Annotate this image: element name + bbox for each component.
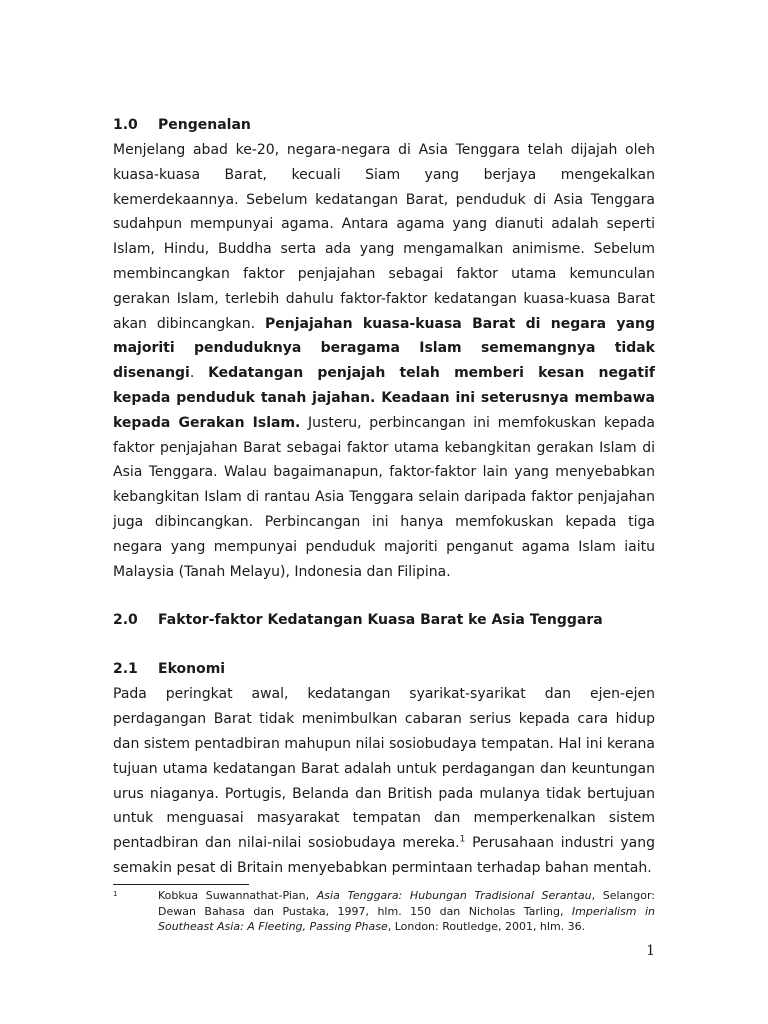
paragraph-introduction (113, 138, 655, 584)
paragraph-text: . (189, 365, 209, 382)
bold-text: Kedatangan penjajah telah memberi kesan negatif kepada penduduk tanah jajahan. Keadaan ini seterusnya membawa kepada Gerakan Islam. (113, 365, 656, 431)
section-heading-faktor (113, 608, 655, 633)
section-title: Ekonomi (158, 661, 226, 678)
footnote-text: Kobkua Suwannathat-Pian, Asia Tenggara: Hubungan Tradisional Serantau, Selangor: Dewan Bahasa dan Pustaka, 1997, hlm. 150 dan Nicholas Tarling, Imperialism in Southeast Asia: A Fleeting, Passing Phase, London: Routledge, 2001, hlm. 36. (158, 889, 655, 934)
section-title: Faktor-faktor Kedatangan Kuasa Barat ke Asia Tenggara (158, 612, 603, 629)
section-heading-ekonomi (113, 657, 655, 682)
footnote-mark: 1 (113, 890, 118, 898)
document-body (113, 113, 655, 881)
section-number: 1.0 (113, 117, 138, 133)
paragraph-ekonomi (113, 682, 655, 880)
footnote-reference[interactable]: 1 (459, 834, 466, 845)
page-number: 1 (646, 943, 655, 959)
section-number: 2.1 (113, 661, 138, 678)
footnote-title: Imperialism in Southeast Asia: A Fleeting, Passing Phase (158, 904, 655, 934)
footnote-separator (113, 884, 249, 885)
paragraph-text: Justeru, perbincangan ini memfokuskan kepada faktor penjajahan Barat sebagai faktor utama kebangkitan gerakan Islam di Asia Tenggara. Walau bagaimanapun, faktor-faktor lain yang menyebabkan kebangkitan Islam di rantau Asia Tenggara selain daripada faktor penjajahan juga dibincangkan. Perbincangan ini hanya memfokuskan kepada tiga negara yang mempunyai penduduk majoriti penganut agama Islam iaitu Malaysia (Tanah Melayu), Indonesia dan Filipina. (113, 414, 656, 580)
paragraph-text: Perusahaan industri yang semakin pesat di Britain menyebabkan permintaan terhadap bahan mentah. (113, 835, 656, 876)
footnote-title: Asia Tenggara: Hubungan Tradisional Serantau (316, 889, 592, 902)
section-number: 2.0 (113, 612, 138, 629)
bold-text: Penjajahan kuasa-kuasa Barat di negara yang majoriti penduduknya beragama Islam sememangnya tidak disenangi (113, 315, 655, 382)
section-heading-pengenalan (113, 113, 655, 138)
section-title: Pengenalan (158, 117, 251, 133)
paragraph-text: Pada peringkat awal, kedatangan syarikat-syarikat dan ejen-ejen perdagangan Barat tidak menimbulkan cabaran serius kepada cara hidup dan sistem pentadbiran mahupun nilai sosiobudaya tempatan. Hal ini kerana tujuan utama kedatangan Barat adalah untuk perdagangan dan keuntungan urus niaganya. Portugis, Belanda dan British pada mulanya tidak bertujuan untuk menguasai masyarakat tempatan dan memperkenalkan sistem pentadbiran dan nilai-nilai sosiobudaya mereka. (113, 686, 655, 852)
paragraph-text: Menjelang abad ke-20, negara-negara di Asia Tenggara telah dijajah oleh kuasa-kuasa Barat, kecuali Siam yang berjaya mengekalkan kemerdekaannya. Sebelum kedatangan Barat, penduduk di Asia Tenggara sudahpun mempunyai agama. Antara agama yang dianuti adalah seperti Islam, Hindu, Buddha serta ada yang mengamalkan animisme. Sebelum membincangkan faktor penjajahan sebagai faktor utama kemunculan gerakan Islam, terlebih dahulu faktor-faktor kedatangan kuasa-kuasa Barat akan dibincangkan. (113, 142, 655, 332)
footnote (113, 888, 655, 935)
